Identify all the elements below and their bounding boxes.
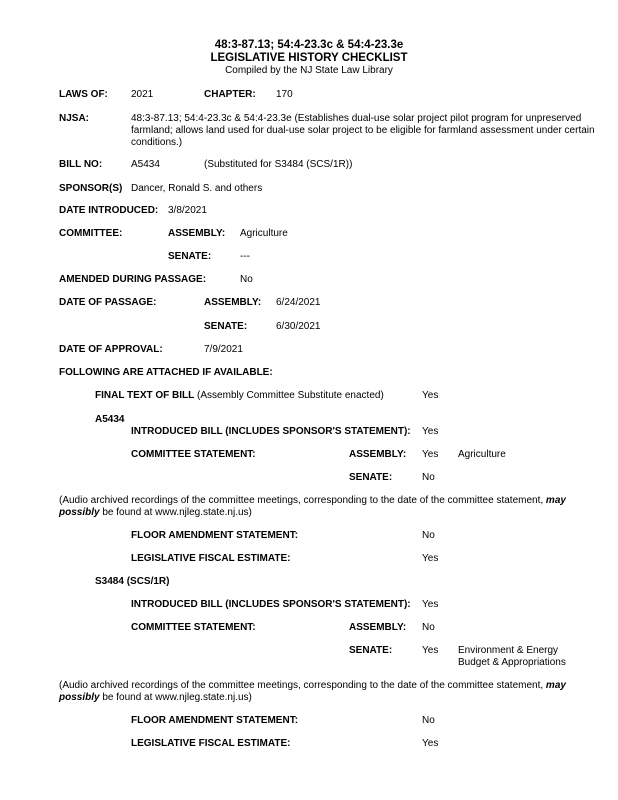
- passage-senate-label: SENATE:: [204, 321, 248, 332]
- s-introduced-value: Yes: [422, 599, 439, 610]
- title-line-2: LEGISLATIVE HISTORY CHECKLIST: [210, 52, 408, 64]
- committee-assembly-label: ASSEMBLY:: [168, 228, 226, 239]
- passage-assembly-value: 6/24/2021: [276, 297, 321, 308]
- committee-assembly-value: Agriculture: [240, 228, 288, 239]
- date-introduced-value: 3/8/2021: [168, 205, 207, 216]
- a-assembly-committee: Agriculture: [458, 449, 506, 460]
- s-fiscal-value: Yes: [422, 738, 439, 749]
- date-approval-label: DATE OF APPROVAL:: [59, 344, 163, 355]
- passage-senate-value: 6/30/2021: [276, 321, 321, 332]
- s-introduced-label: INTRODUCED BILL (INCLUDES SPONSOR'S STATEMENT):: [131, 599, 411, 610]
- a-fiscal-value: Yes: [422, 553, 439, 564]
- a-floor-label: FLOOR AMENDMENT STATEMENT:: [131, 530, 299, 541]
- bill-no-note: (Substituted for S3484 (SCS/1R)): [204, 159, 353, 170]
- a-committee-statement-label: COMMITTEE STATEMENT:: [131, 449, 256, 460]
- a-audio-note-emph: may possibly: [59, 495, 566, 518]
- a-assembly-value: Yes: [422, 449, 439, 460]
- final-text-value: Yes: [422, 390, 439, 401]
- committee-senate-value: ---: [240, 251, 250, 262]
- a-audio-note-post: be found at www.njleg.state.nj.us): [99, 507, 252, 518]
- bill-no-value: A5434: [131, 159, 160, 170]
- s-floor-value: No: [422, 715, 435, 726]
- njsa-value: 48:3-87.13; 54:4-23.3c & 54:4-23.3e (Establishes dual-use solar project pilot program for unpreserved farmland; allows land used for dual-use solar project to be eligible for farmland assessment under certain conditions.): [131, 113, 595, 148]
- amended-label: AMENDED DURING PASSAGE:: [59, 274, 207, 285]
- s-audio-note-emph: may possibly: [59, 680, 566, 703]
- final-text-note: (Assembly Committee Substitute enacted): [197, 390, 384, 401]
- laws-of-label: LAWS OF:: [59, 89, 108, 100]
- date-approval-value: 7/9/2021: [204, 344, 243, 355]
- laws-of-value: 2021: [131, 89, 154, 100]
- final-text-label: FINAL TEXT OF BILL: [95, 390, 195, 401]
- s-senate-committee-1: Environment & Energy: [458, 645, 559, 656]
- title-line-1: 48:3-87.13; 54:4-23.3c & 54:4-23.3e: [214, 39, 404, 51]
- s-senate-value: Yes: [422, 645, 439, 656]
- s-assembly-value: No: [422, 622, 435, 633]
- s-assembly-label: ASSEMBLY:: [349, 622, 407, 633]
- a-fiscal-label: LEGISLATIVE FISCAL ESTIMATE:: [131, 553, 291, 564]
- a-senate-value: No: [422, 472, 435, 483]
- s-audio-note-pre: (Audio archived recordings of the committee meetings, corresponding to the date of the committee statement,: [59, 680, 546, 691]
- a-bill-number: A5434: [95, 414, 125, 425]
- passage-assembly-label: ASSEMBLY:: [204, 297, 262, 308]
- subtitle: Compiled by the NJ State Law Library: [225, 65, 393, 76]
- chapter-value: 170: [276, 89, 293, 100]
- final-text-row: [95, 390, 384, 402]
- a-introduced-label: INTRODUCED BILL (INCLUDES SPONSOR'S STATEMENT):: [131, 426, 411, 437]
- bill-no-label: BILL NO:: [59, 159, 103, 170]
- committee-senate-label: SENATE:: [168, 251, 212, 262]
- committee-label: COMMITTEE:: [59, 228, 123, 239]
- a-senate-label: SENATE:: [349, 472, 393, 483]
- s-bill-number: S3484 (SCS/1R): [95, 576, 170, 587]
- a-assembly-label: ASSEMBLY:: [349, 449, 407, 460]
- s-audio-note-post: be found at www.njleg.state.nj.us): [99, 692, 252, 703]
- a-audio-note-pre: (Audio archived recordings of the committee meetings, corresponding to the date of the committee statement,: [59, 495, 546, 506]
- s-floor-label: FLOOR AMENDMENT STATEMENT:: [131, 715, 299, 726]
- amended-value: No: [240, 274, 253, 285]
- s-committee-statement-label: COMMITTEE STATEMENT:: [131, 622, 256, 633]
- njsa-label: NJSA:: [59, 113, 90, 124]
- s-audio-note: [59, 680, 604, 704]
- a-introduced-value: Yes: [422, 426, 439, 437]
- a-floor-value: No: [422, 530, 435, 541]
- date-passage-label: DATE OF PASSAGE:: [59, 297, 157, 308]
- s-senate-committee-2: Budget & Appropriations: [458, 657, 566, 668]
- date-introduced-label: DATE INTRODUCED:: [59, 205, 159, 216]
- chapter-label: CHAPTER:: [204, 89, 256, 100]
- sponsor-value: Dancer, Ronald S. and others: [131, 183, 263, 194]
- following-label: FOLLOWING ARE ATTACHED IF AVAILABLE:: [59, 367, 273, 378]
- s-fiscal-label: LEGISLATIVE FISCAL ESTIMATE:: [131, 738, 291, 749]
- sponsor-label: SPONSOR(S): [59, 183, 123, 194]
- s-senate-label: SENATE:: [349, 645, 393, 656]
- a-audio-note: [59, 495, 604, 519]
